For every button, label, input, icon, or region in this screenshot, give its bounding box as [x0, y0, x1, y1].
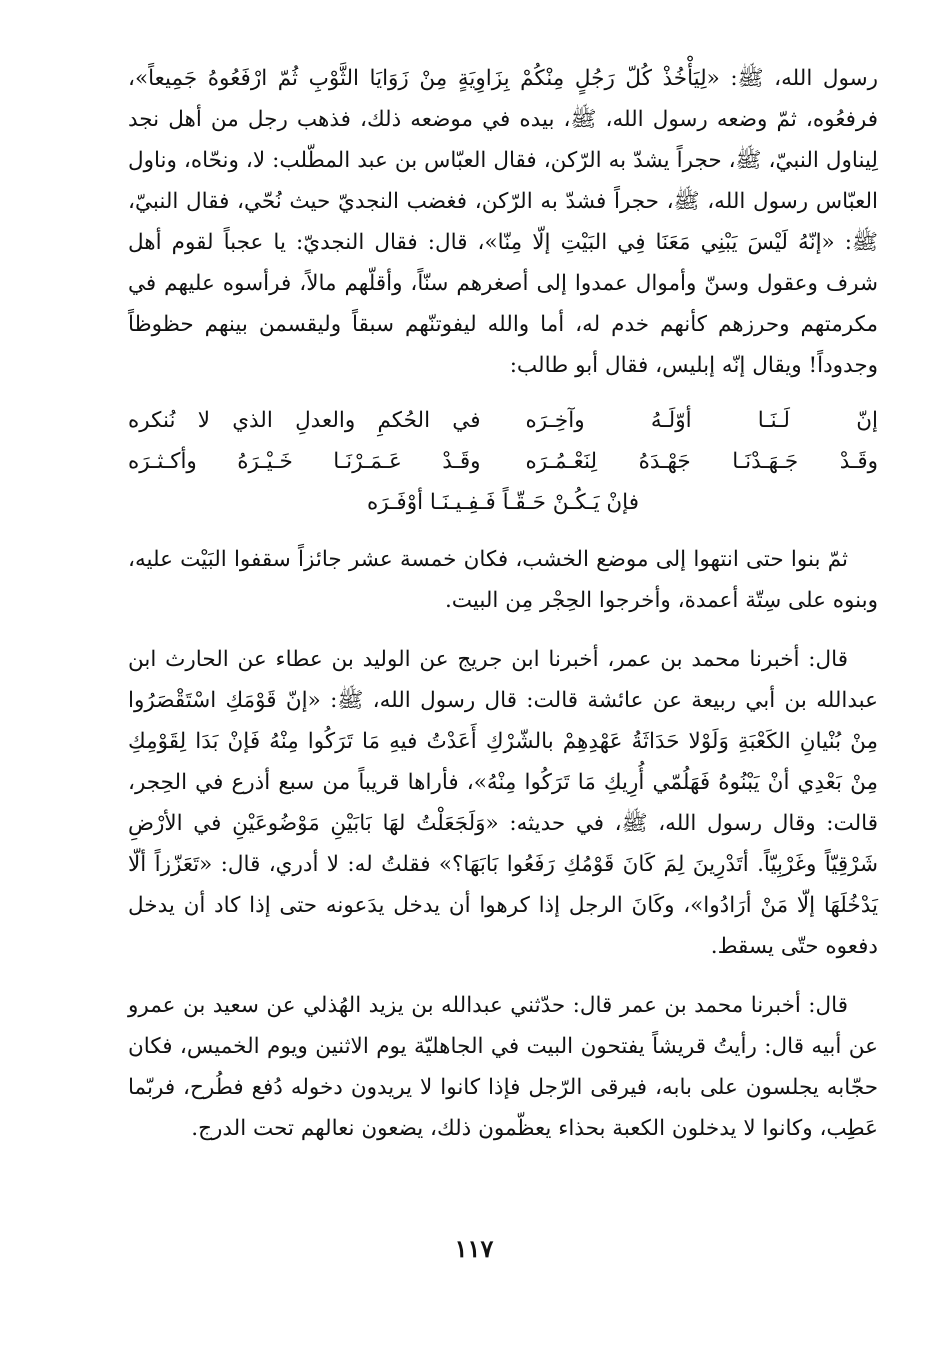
poem	[128, 400, 878, 523]
page-number: ١١٧	[454, 1234, 494, 1263]
paragraph-4: قال: أخبرنا محمد بن عمر قال: حدّثني عبدالله بن يزيد الهُذلي عن سعيد بن عمرو عن أبيه قال: رأيتُ قريشاً يفتحون البيت في الجاهليّة يوم الاثنين ويوم الخميس، فكان حجّابه يجلسون على بابه، فيرقى الرّجل فإذا كانوا لا يريدون دخوله دُفع فطُرح، فربّما عَطِب، وكانوا لا يدخلون الكعبة بحذاء يعظّمون ذلك، يضعون نعالهم تحت الدرج.	[128, 993, 878, 1141]
verse-3-first-hemistich: فإنْ يَـكُـنْ حَـقّـاً فَـفِـيـنَـا أوْفَـرَه	[366, 490, 640, 515]
paragraph-2: ثمّ بنوا حتى انتهوا إلى موضع الخشب، فكان خمسة عشر جائزاً سقفوا البَيْت عليه، وبنوه على سِتّة أعمدة، وأخرجوا الحِجْر مِن البيت.	[128, 547, 878, 613]
verse-1-first-hemistich: إنّ لَـنَـا أوّلَـهُ وآخِـرَه	[525, 408, 878, 433]
verse-2-first-hemistich: وقَـدْ عَـمَـرْنَـا خَـيْـرَهُ وأكـثـرَه	[128, 449, 481, 474]
verse-2-second-hemistich: وقَـدْ جَـهَـدْنَـا جَهْـدَهُ لِنَعْـمُـرَه	[525, 449, 878, 474]
verse-line-2	[128, 441, 878, 482]
paragraph-3: قال: أخبرنا محمد بن عمر، أخبرنا ابن جريج عن الوليد بن عطاء عن الحارث ابن عبدالله بن أبي ربيعة عن عائشة قالت: قال رسول الله، ﷺ: «إنّ قَوْمَكِ اسْتَقْصَرُوا مِنْ بُنْيانِ الكَعْبَةِ وَلَوْلا حَدَاثَةُ عَهْدِهِمْ بالشّرْكِ أَعَدْتُ فيهِ مَا تَرَكُوا مِنْهُ فَإنْ بَدَا لِقَوْمِكِ مِنْ بَعْدِي أنْ يَبْنُوهُ فَهَلُمّي أُرِيكِ مَا تَرَكُوا مِنْهُ»، فأراها قريباً من سبع أذرع في الحِجر، قالت: وقال رسول الله، ﷺ، في حديثه: «وَلَجَعَلْتُ لهَا بَابَيْنِ مَوْضُوعَيْنِ في الأرْضِ شَرْقِيّاً وغَرْبِيّاً. أتَدْرِينَ لِمَ كَانَ قَوْمُكِ رَفَعُوا بَابَهَا؟» فقلتُ له: لا أدري، قال: «تَعَزّزاً ألّا يَدْخُلَهَا إلّا مَنْ أرَادُوا»، وكَانَ الرجل إذا كرهوا أن يدخل يدَعونه حتى إذا كاد أن يدخل دفعوه حتّى يسقط.	[128, 647, 878, 959]
paragraph-1: رسول الله، ﷺ: «لِيَأْخُذْ كُلّ رَجُلٍ مِنْكُمْ بِزَاوِيَةٍ مِنْ زَوَايَا الثَّوْبِ ثُمّ ارْفَعُوهُ جَمِيعاً»، فرفعُوه، ثمّ وضعه رسول الله، ﷺ، بيده في موضعه ذلك، فذهب رجل من أهل نجد لِيناول النبيّ، ﷺ، حجراً يشدّ به الرّكن، فقال العبّاس بن عبد المطّلب: لا، ونحّاه، وناول العبّاس رسول الله، ﷺ، حجراً فشدّ به الرّكن، فغضب النجديّ حيث نُحّي، فقال النبيّ، ﷺ: «إنّهُ لَيْسَ يَبْنِي مَعَنَا فِي البَيْتِ إلّا مِنّا»، قال: فقال النجديّ: يا عجباً لقوم أهل شرف وعقول وسنّ وأموال عمدوا إلى أصغرهم سنّاً، وأقلّهم مالاً، فرأسوه عليهم في مكرمتهم وحرزهم كأنهم خدم له، أما والله ليفوتنّهم سبقاً وليقسمن بينهم حظوظاً وجدوداً! ويقال إنّه إبليس، فقال أبو طالب:	[128, 66, 878, 378]
verse-line-3	[128, 482, 878, 523]
verse-1-second-hemistich: في الحُكمِ والعدلِ الذي لا نُنكره	[128, 408, 481, 433]
verse-line-1	[128, 400, 878, 441]
